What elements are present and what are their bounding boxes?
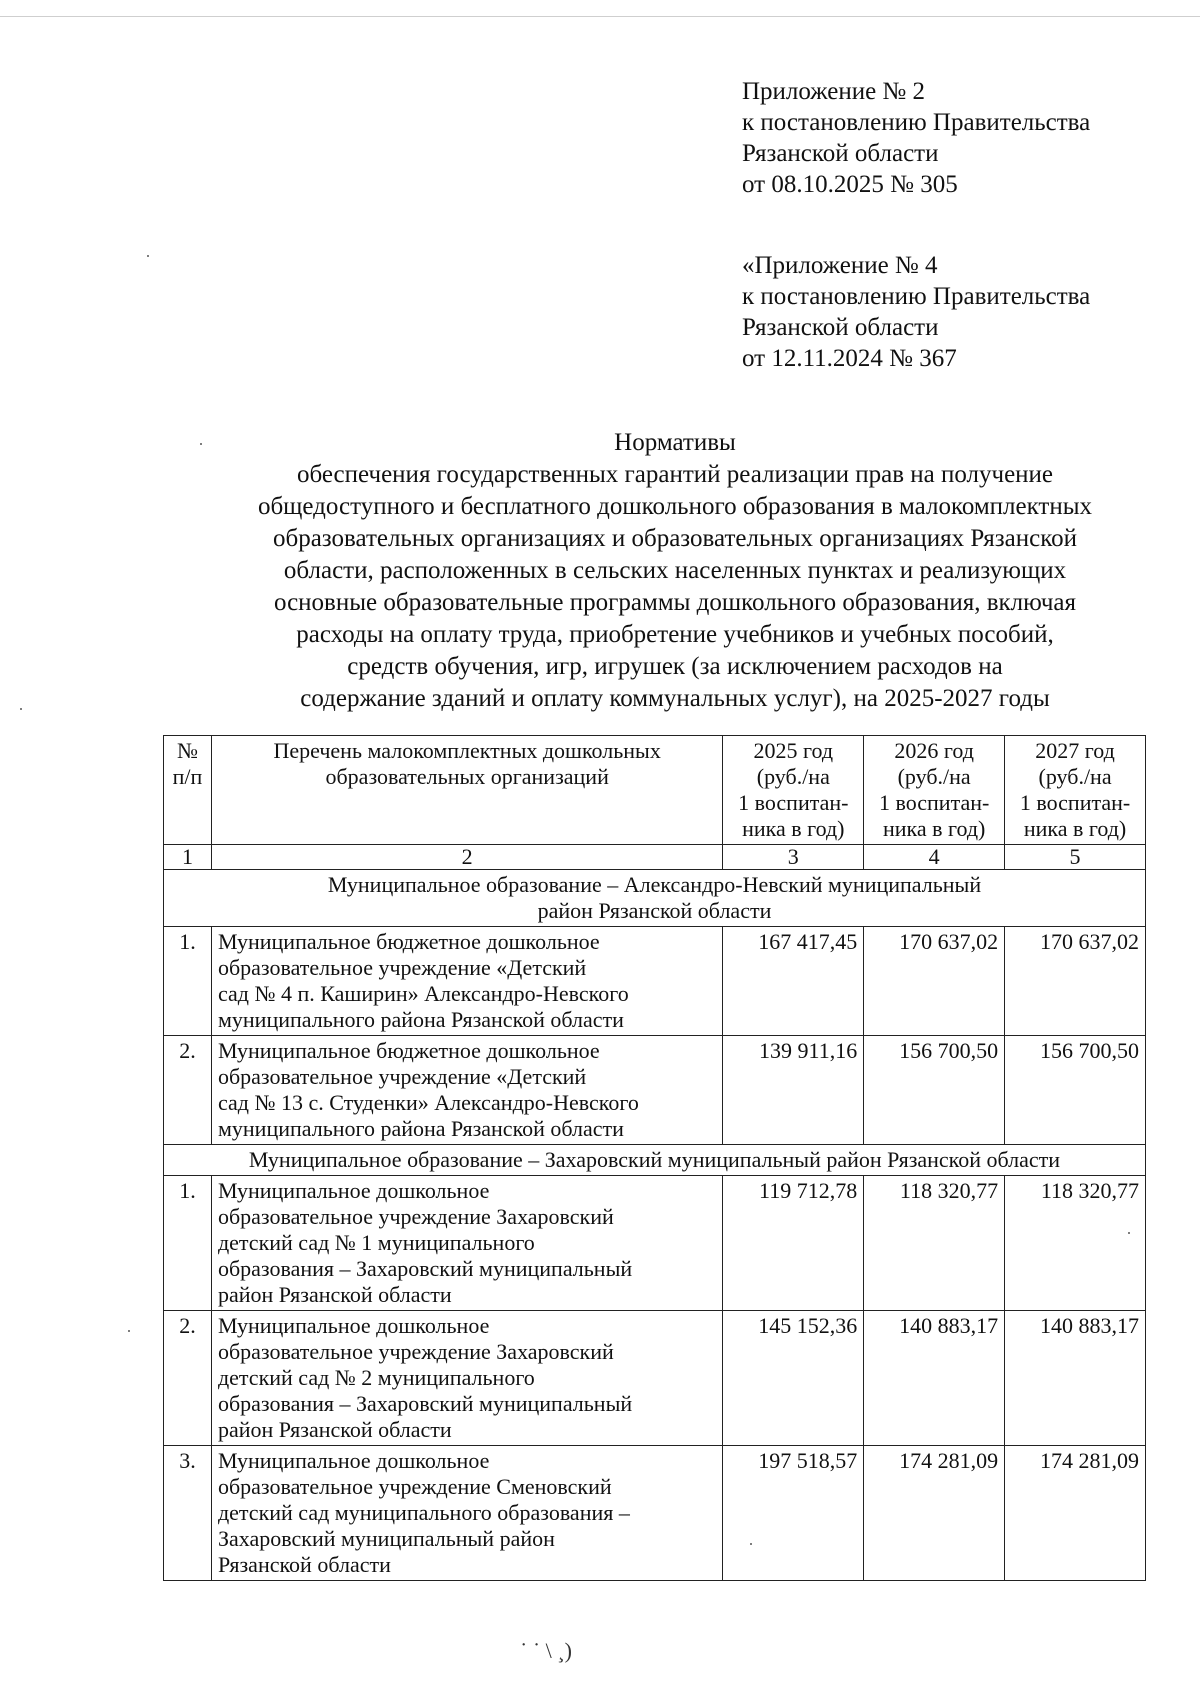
- section-title: [164, 1145, 1146, 1176]
- title-line: средств обучения, игр, игрушек (за исключением расходов на: [347, 653, 1003, 680]
- row-num: 3.: [164, 1446, 212, 1581]
- row-name: Муниципальное дошкольное образовательное учреждение Захаровский детский сад № 1 муниципального образования – Захаровский муниципальный район Рязанской области: [211, 1176, 722, 1311]
- row-2026: 170 637,02: [864, 927, 1005, 1036]
- appendix-current-block: [742, 76, 1090, 200]
- title-line: расходы на оплату труда, приобретение учебников и учебных пособий,: [296, 621, 1054, 648]
- scan-speck: [128, 1330, 130, 1332]
- row-name: Муниципальное дошкольное образовательное учреждение Сменовский детский сад муниципального образования – Захаровский муниципальный район Рязанской области: [211, 1446, 722, 1581]
- section-row: [164, 1145, 1146, 1176]
- appendix-previous-block: [742, 250, 1090, 374]
- section-title-line: Муниципальное образование – Александро-Невский муниципальный: [327, 872, 982, 897]
- row-2026: 174 281,09: [864, 1446, 1005, 1581]
- title-line: области, расположенных в сельских населенных пунктах и реализующих: [283, 557, 1067, 584]
- scan-artifact-mark: ˙ ˙ \ ¸): [520, 1638, 572, 1663]
- row-2027: 174 281,09: [1005, 1446, 1146, 1581]
- appendix-line: «Приложение № 4: [742, 252, 938, 279]
- row-name: Муниципальное дошкольное образовательное учреждение Захаровский детский сад № 2 муниципального образования – Захаровский муниципальный район Рязанской области: [211, 1311, 722, 1446]
- table-row: [164, 1176, 1146, 1311]
- row-2025: 139 911,16: [723, 1036, 864, 1145]
- row-2025: 197 518,57: [723, 1446, 864, 1581]
- row-2025: 167 417,45: [723, 927, 864, 1036]
- column-index: 1: [164, 845, 212, 870]
- row-2027: 156 700,50: [1005, 1036, 1146, 1145]
- column-index: 4: [864, 845, 1005, 870]
- appendix-line: Рязанской области: [742, 314, 939, 341]
- row-name: Муниципальное бюджетное дошкольное образовательное учреждение «Детский сад № 13 с. Студенки» Александро-Невского муниципального района Рязанской области: [211, 1036, 722, 1145]
- title-line: общедоступного и бесплатного дошкольного образования в малокомплектных: [257, 493, 1093, 520]
- header-2027: 2027 год (руб./на 1 воспитан- ника в год): [1005, 736, 1146, 845]
- row-2027: 140 883,17: [1005, 1311, 1146, 1446]
- appendix-line: Рязанской области: [742, 140, 939, 167]
- column-index: 5: [1005, 845, 1146, 870]
- section-title: [164, 870, 1146, 927]
- title-line: образовательных организациях и образовательных организациях Рязанской: [272, 525, 1078, 552]
- table-header-row: [164, 736, 1146, 845]
- table-row: [164, 1311, 1146, 1446]
- section-row: [164, 870, 1146, 927]
- column-index-row: [164, 845, 1146, 870]
- norms-table: [163, 735, 1146, 1581]
- title-line: основные образовательные программы дошкольного образования, включая: [273, 589, 1077, 616]
- row-2027: 118 320,77: [1005, 1176, 1146, 1311]
- row-2026: 118 320,77: [864, 1176, 1005, 1311]
- appendix-line: от 12.11.2024 № 367: [742, 345, 957, 372]
- header-num: № п/п: [164, 736, 212, 845]
- row-num: 2.: [164, 1311, 212, 1446]
- scan-edge-line: [0, 16, 1200, 17]
- header-2025: 2025 год (руб./на 1 воспитан- ника в год): [723, 736, 864, 845]
- column-index: 3: [723, 845, 864, 870]
- title-line: обеспечения государственных гарантий реализации прав на получение: [296, 461, 1054, 488]
- row-num: 1.: [164, 1176, 212, 1311]
- row-2027: 170 637,02: [1005, 927, 1146, 1036]
- scan-speck: [20, 708, 22, 710]
- title-line: содержание зданий и оплату коммунальных услуг), на 2025-2027 годы: [300, 685, 1050, 712]
- title-heading: Нормативы: [614, 429, 736, 456]
- section-title-line: Муниципальное образование – Захаровский муниципальный район Рязанской области: [248, 1147, 1061, 1172]
- row-num: 2.: [164, 1036, 212, 1145]
- table-row: [164, 1036, 1146, 1145]
- document-title: [150, 427, 1200, 715]
- column-index: 2: [211, 845, 722, 870]
- header-name: Перечень малокомплектных дошкольных образовательных организаций: [211, 736, 722, 845]
- table-row: [164, 927, 1146, 1036]
- row-name: Муниципальное бюджетное дошкольное образовательное учреждение «Детский сад № 4 п. Каширин» Александро-Невского муниципального района Рязанской области: [211, 927, 722, 1036]
- appendix-line: к постановлению Правительства: [742, 283, 1091, 310]
- section-title-line: район Рязанской области: [537, 898, 772, 923]
- row-2025: 145 152,36: [723, 1311, 864, 1446]
- appendix-line: от 08.10.2025 № 305: [742, 171, 958, 198]
- header-2026: 2026 год (руб./на 1 воспитан- ника в год): [864, 736, 1005, 845]
- appendix-line: к постановлению Правительства: [742, 109, 1091, 136]
- table-row: [164, 1446, 1146, 1581]
- row-2026: 156 700,50: [864, 1036, 1005, 1145]
- row-num: 1.: [164, 927, 212, 1036]
- row-2025: 119 712,78: [723, 1176, 864, 1311]
- appendix-line: Приложение № 2: [742, 78, 926, 105]
- row-2026: 140 883,17: [864, 1311, 1005, 1446]
- scan-speck: [147, 255, 149, 257]
